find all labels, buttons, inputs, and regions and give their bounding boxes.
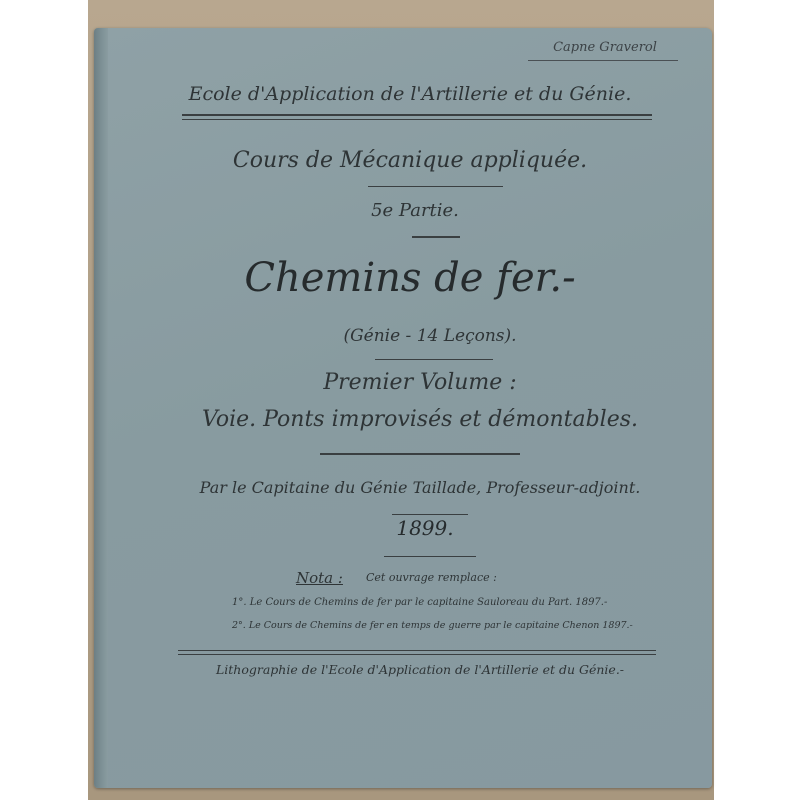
course-title: Cours de Mécanique appliquée. xyxy=(232,148,588,173)
school-header: Ecole d'Application de l'Artillerie et du Génie. xyxy=(188,83,632,105)
printer-rule xyxy=(178,650,656,651)
volume-contents: Voie. Ponts improvisés et démontables. xyxy=(201,407,638,432)
owner-inscription: Capne Graverol xyxy=(553,40,657,55)
book-spine xyxy=(94,28,108,788)
year: 1899. xyxy=(396,516,454,540)
part-number: 5e Partie. xyxy=(371,200,459,221)
printer-rule-2 xyxy=(178,654,656,655)
part-rule xyxy=(412,236,460,238)
nota-label: Nota : xyxy=(296,569,343,587)
header-rule-bottom xyxy=(182,119,652,120)
main-title: Chemins de fer.- xyxy=(244,255,576,301)
contents-rule xyxy=(320,453,520,455)
header-rule-top xyxy=(182,114,652,116)
nota-intro: Cet ouvrage remplace : xyxy=(366,571,497,584)
nota-item-2: 2°. Le Cours de Chemins de fer en temps de guerre par le capitaine Chenon 1897.- xyxy=(232,620,633,631)
year-rule-bottom xyxy=(384,556,476,557)
subtitle: (Génie - 14 Leçons). xyxy=(343,326,517,346)
author-line: Par le Capitaine du Génie Taillade, Professeur-adjoint. xyxy=(199,478,641,497)
course-rule xyxy=(368,186,503,187)
subtitle-rule xyxy=(375,359,493,360)
printer-line: Lithographie de l'Ecole d'Application de l'Artillerie et du Génie.- xyxy=(215,662,625,677)
owner-underline xyxy=(528,60,678,61)
volume-label: Premier Volume : xyxy=(323,370,517,395)
nota-item-1: 1°. Le Cours de Chemins de fer par le capitaine Sauloreau du Part. 1897.- xyxy=(232,597,608,608)
year-rule-top xyxy=(392,514,468,515)
